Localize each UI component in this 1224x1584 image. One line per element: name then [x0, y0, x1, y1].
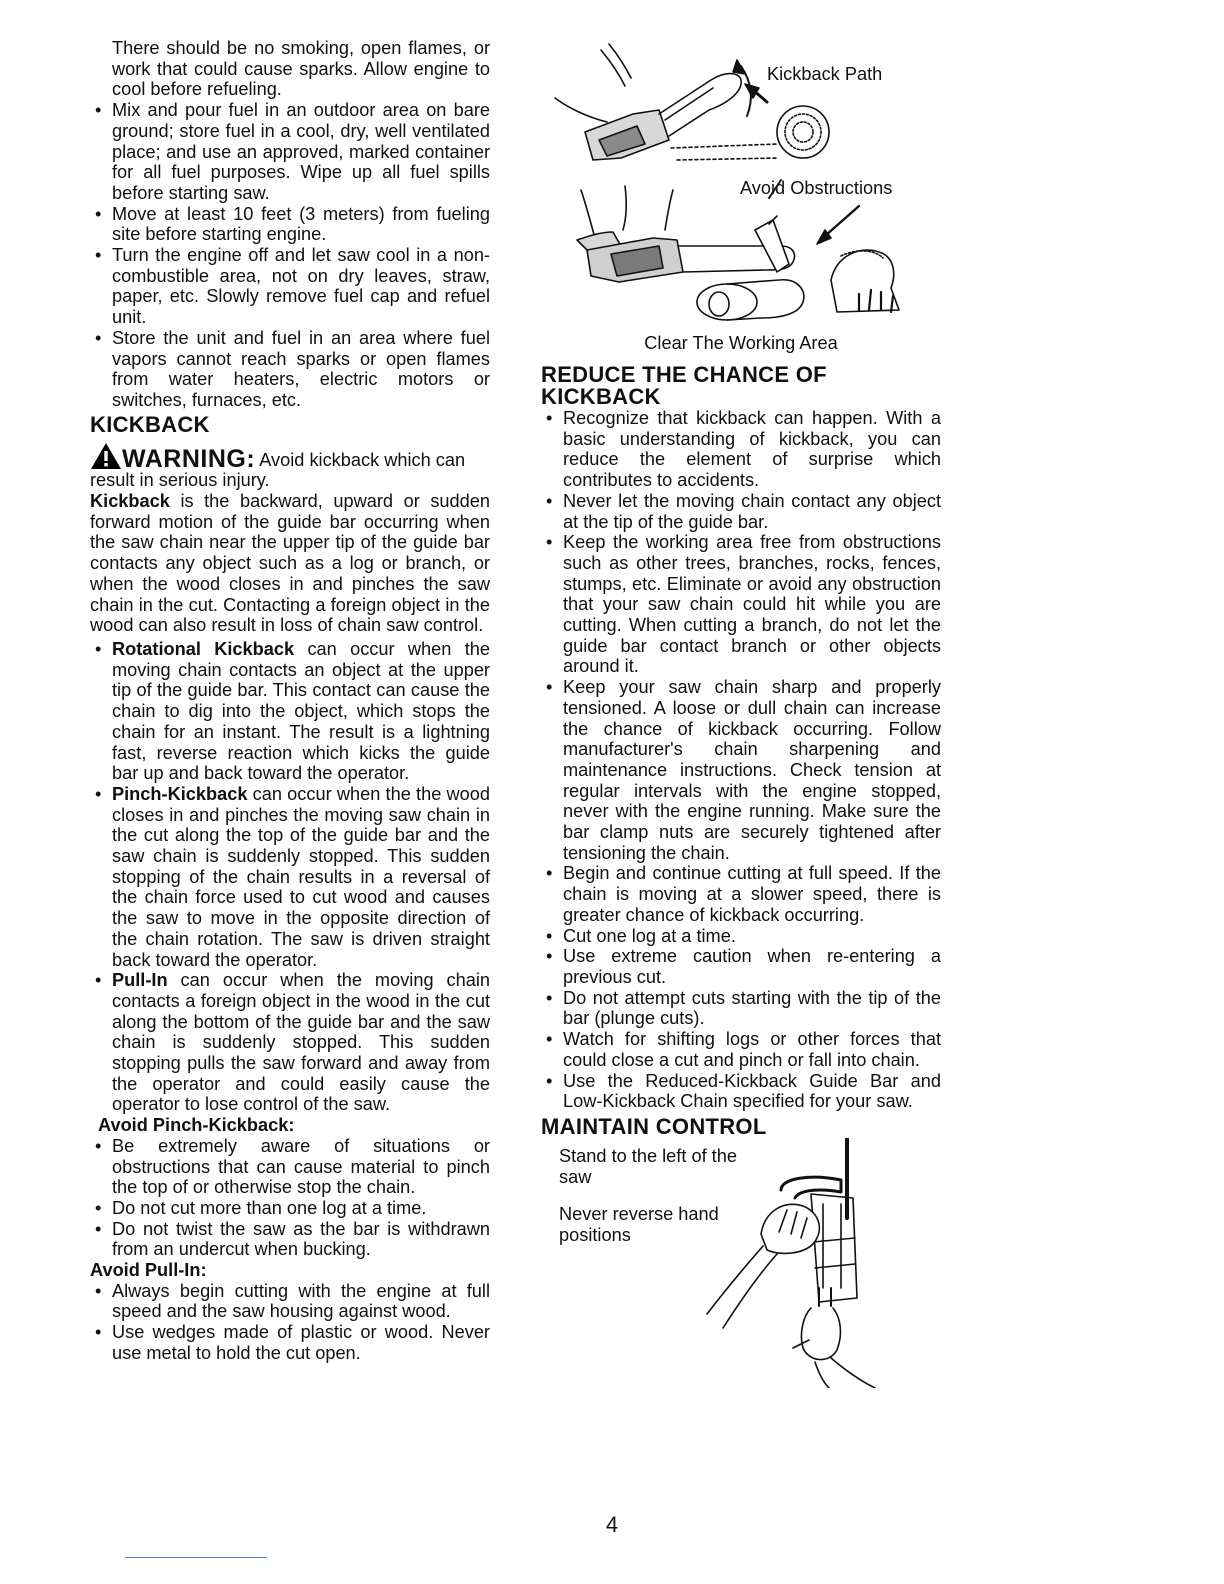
list-item: • Do not twist the saw as the bar is withdrawn from an undercut when bucking. [90, 1219, 490, 1260]
list-item: • Store the unit and fuel in an area where fuel vapors cannot reach sparks or open flames from water heaters, electric motors or switches, furnaces, etc. [90, 328, 490, 411]
list-item: • Do not cut more than one log at a time. [90, 1198, 490, 1219]
list-item: • Never let the moving chain contact any object at the tip of the guide bar. [541, 491, 941, 532]
figure-caption: Clear The Working Area [644, 333, 838, 353]
reduce-kickback-heading: REDUCE THE CHANCE OF KICKBACK [541, 362, 827, 409]
kickback-type-text: can occur when the moving chain contacts a foreign object in the wood in the cut along the bottom of the guide bar and the saw chain is suddenly stopped. This sudden stopping pulls the saw forward and away from the operator and could easily cause the operator to lose control of the saw. [112, 970, 491, 1115]
list-item: • Be extremely aware of situations or obstructions that can cause material to pinch the top of or otherwise stop the chain. [90, 1136, 490, 1198]
avoid-obstructions-label: Avoid Obstructions [740, 178, 893, 198]
list-item [90, 970, 490, 1115]
list-item: • Cut one log at a time. [541, 926, 941, 947]
list-item: • Use the Reduced-Kickback Guide Bar and Low-Kickback Chain specified for your saw. [541, 1071, 941, 1112]
right-column [541, 40, 941, 1388]
kickback-type-term: Rotational Kickback [112, 638, 295, 659]
maintain-control-figure [541, 1138, 941, 1388]
list-item: • Always begin cutting with the engine at full speed and the saw housing against wood. [90, 1281, 490, 1322]
fuel-safety-intro: There should be no smoking, open flames, or work that could cause sparks. Allow engine to cool before refueling. [112, 38, 490, 100]
list-item [90, 639, 490, 784]
warning-lead-text: Avoid kickback which can result in serious injury. [90, 449, 466, 491]
kickback-term: Kickback [90, 491, 170, 512]
list-item: • Keep the working area free from obstructions such as other trees, branches, rocks, fences, stumps, etc. Eliminate or avoid any obstruction that your saw chain could hit while you are cutting. When cutting a branch, do not let the guide bar contact branch or other objects around it. [541, 532, 941, 677]
warning-label: WARNING: [122, 444, 256, 473]
list-item: • Turn the engine off and let saw cool in a non-combustible area, not on dry leaves, straw, paper, etc. Slowly remove fuel cap and refuel unit. [90, 245, 490, 328]
kickback-type-term: Pull-In [112, 970, 168, 991]
kickback-definition [90, 491, 490, 636]
list-item: • Use extreme caution when re-entering a previous cut. [541, 946, 941, 987]
avoid-pinch-heading: Avoid Pinch-Kickback: [98, 1115, 295, 1136]
kickback-type-term: Pinch-Kickback [112, 783, 248, 804]
maintain-control-heading: MAINTAIN CONTROL [541, 1113, 767, 1139]
avoid-pullin-heading: Avoid Pull-In: [90, 1260, 207, 1281]
list-item: • Move at least 10 feet (3 meters) from fueling site before starting engine. [90, 204, 490, 245]
reduce-kickback-list [541, 408, 941, 1112]
list-item: • Recognize that kickback can happen. With a basic understanding of kickback, you can reduce the element of surprise which contributes to accidents. [541, 408, 941, 491]
list-item: • Watch for shifting logs or other forces that could close a cut and pinch or fall into chain. [541, 1029, 941, 1070]
kickback-types-list [90, 639, 490, 1115]
saw-grip-illustration [541, 1138, 941, 1388]
clear-working-area-figure [541, 40, 941, 328]
warning-triangle-icon [90, 442, 122, 470]
kickback-heading: KICKBACK [90, 411, 210, 437]
kickback-type-text: can occur when the moving chain contacts an object at the upper tip of the guide bar. This contact can cause the chain to dig into the object, which stops the chain for an instant. The result is a lightning fast, reverse reaction which kicks the guide bar up and back toward the operator. [112, 638, 490, 784]
list-item: • Mix and pour fuel in an outdoor area on bare ground; store fuel in a cool, dry, well ventilated place; and use an approved, marked container for all fuel purposes. Wipe up all fuel spills before starting saw. [90, 100, 490, 204]
list-item: • Begin and continue cutting at full speed. If the chain is moving at a slower speed, there is greater chance of kickback occurring. [541, 863, 941, 925]
list-item: • Do not attempt cuts starting with the tip of the bar (plunge cuts). [541, 988, 941, 1029]
fuel-safety-list [90, 100, 490, 411]
stand-left-note: Stand to the left of the saw [559, 1145, 737, 1187]
avoid-pinch-list [90, 1136, 490, 1260]
hand-position-note: Never reverse hand positions [559, 1203, 719, 1245]
list-item: • Keep your saw chain sharp and properly tensioned. A loose or dull chain can increase the chance of kickback occurring. Follow manufacturer's chain sharpening and maintenance instructions. Check tension at regular intervals with the engine stopped, never with the engine running. Make sure the bar clamp nuts are securely tightened after tensioning the chain. [541, 677, 941, 863]
left-column [90, 38, 490, 1364]
kickback-type-text: can occur when the the wood closes in and pinches the moving saw chain in the cut along the top of the guide bar and the saw chain is suddenly stopped. This sudden stopping of the chain results in a reversal of the chain force used to cut wood and causes the saw to move in the opposite direction of the chain rotation. The saw is driven straight back toward the operator. [112, 783, 490, 970]
list-item [90, 784, 490, 970]
footer-divider [125, 1557, 267, 1558]
kickback-path-label: Kickback Path [767, 64, 883, 84]
list-item: • Use wedges made of plastic or wood. Never use metal to hold the cut open. [90, 1322, 490, 1363]
kickback-definition-text: is the backward, upward or sudden forward motion of the guide bar occurring when the saw chain near the upper tip of the guide bar contacts any object such as a log or branch, or when the wood closes in and pinches the saw chain in the cut. Contacting a foreign object in the wood can also result in loss of chain saw control. [90, 491, 490, 636]
warning-block [90, 442, 490, 491]
avoid-pullin-list [90, 1281, 490, 1364]
page-number: 4 [605, 1512, 619, 1537]
